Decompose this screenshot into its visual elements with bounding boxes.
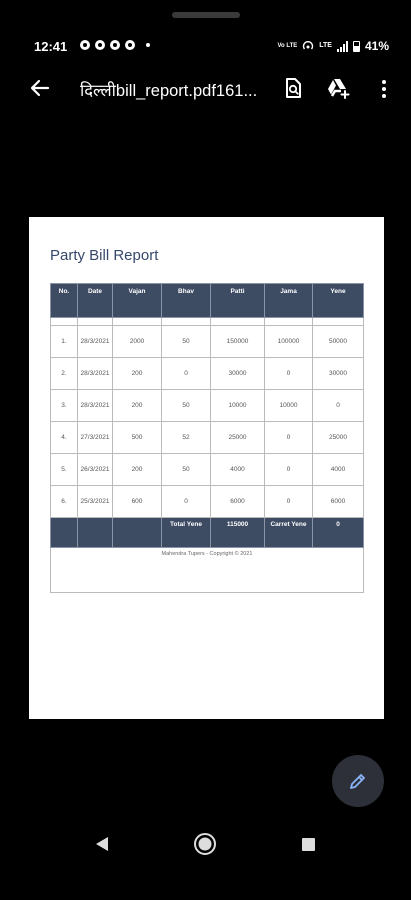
file-title: दिल्लीbill_report.pdf161... [80,82,258,100]
cell-jama: 0 [265,486,313,518]
column-header: Patti [211,284,265,318]
cell-vajan: 200 [113,454,162,486]
cell-jama: 0 [265,422,313,454]
totals-row [51,518,364,548]
cell-date: 25/3/2021 [78,486,113,518]
status-bar [0,36,411,58]
cell-vajan: 600 [113,486,162,518]
cell-yene: 6000 [313,486,364,518]
column-header: Bhav [162,284,211,318]
cell-bhav: 0 [162,358,211,390]
cell-bhav: 50 [162,454,211,486]
cell-no: 2. [51,358,78,390]
empty-cell [51,518,78,548]
spacer-row [51,318,364,326]
status-time: 12:41 [34,39,68,54]
carret-yene-value: 0 [313,518,364,548]
pdf-page [29,217,384,719]
cell-yene: 4000 [313,454,364,486]
cell-bhav: 52 [162,422,211,454]
cell-date: 28/3/2021 [78,326,113,358]
cell-date: 27/3/2021 [78,422,113,454]
carret-yene-label: Carret Yene [265,518,313,548]
cell-jama: 0 [265,454,313,486]
search-in-document-icon[interactable] [282,77,304,99]
total-yene-label: Total Yene [162,518,211,548]
table-row [51,326,364,358]
cell-bhav: 0 [162,486,211,518]
nav-home-icon[interactable] [193,832,217,856]
lte-icon: LTE [319,42,332,49]
cell-jama: 100000 [265,326,313,358]
table-row [51,454,364,486]
cell-yene: 0 [313,390,364,422]
nav-back-icon[interactable] [94,836,110,852]
notification-icons [80,40,150,50]
cell-vajan: 200 [113,358,162,390]
column-header: Jama [265,284,313,318]
cell-jama: 10000 [265,390,313,422]
cell-jama: 0 [265,358,313,390]
report-title: Party Bill Report [50,247,159,264]
cell-vajan: 500 [113,422,162,454]
cell-patti: 6000 [211,486,265,518]
back-arrow-icon[interactable] [28,76,52,100]
cell-no: 1. [51,326,78,358]
cell-no: 5. [51,454,78,486]
hotspot-icon [302,41,314,51]
cell-no: 3. [51,390,78,422]
cell-patti: 150000 [211,326,265,358]
cell-yene: 50000 [313,326,364,358]
table-row [51,422,364,454]
app-bar [0,70,411,110]
signal-icon [337,41,348,52]
table-row [51,390,364,422]
column-header: Date [78,284,113,318]
edit-fab-button[interactable] [332,755,384,807]
add-to-drive-icon[interactable] [326,77,350,99]
cell-date: 26/3/2021 [78,454,113,486]
column-header: Yene [313,284,364,318]
cell-no: 4. [51,422,78,454]
empty-cell [113,518,162,548]
nav-recents-icon[interactable] [302,838,315,851]
copyright-footer: Mahendra Tupers - Copyright © 2021 [51,548,364,593]
cell-bhav: 50 [162,326,211,358]
pencil-icon [348,771,368,791]
column-header: No. [51,284,78,318]
cell-yene: 25000 [313,422,364,454]
cell-patti: 25000 [211,422,265,454]
footer-row [51,548,364,593]
cell-vajan: 200 [113,390,162,422]
table-row [51,358,364,390]
cell-yene: 30000 [313,358,364,390]
total-yene-value: 115000 [211,518,265,548]
facebook-notification-icon [125,40,135,50]
battery-percent: 41% [364,39,389,53]
camera-notch [172,12,240,18]
bill-table [50,283,364,593]
app-notification-icon [80,40,90,50]
table-row [51,486,364,518]
volte-icon: Vo LTE [277,43,298,49]
cell-date: 28/3/2021 [78,358,113,390]
app-notification-icon [110,40,120,50]
cell-no: 6. [51,486,78,518]
battery-icon [353,41,360,52]
more-options-icon[interactable] [381,80,387,98]
cell-date: 28/3/2021 [78,390,113,422]
more-notifications-dot [146,43,150,47]
system-icons [277,39,389,53]
cell-patti: 4000 [211,454,265,486]
empty-cell [78,518,113,548]
app-notification-icon [95,40,105,50]
table-header-row [51,284,364,318]
cell-patti: 30000 [211,358,265,390]
cell-bhav: 50 [162,390,211,422]
cell-vajan: 2000 [113,326,162,358]
column-header: Vajan [113,284,162,318]
cell-patti: 10000 [211,390,265,422]
